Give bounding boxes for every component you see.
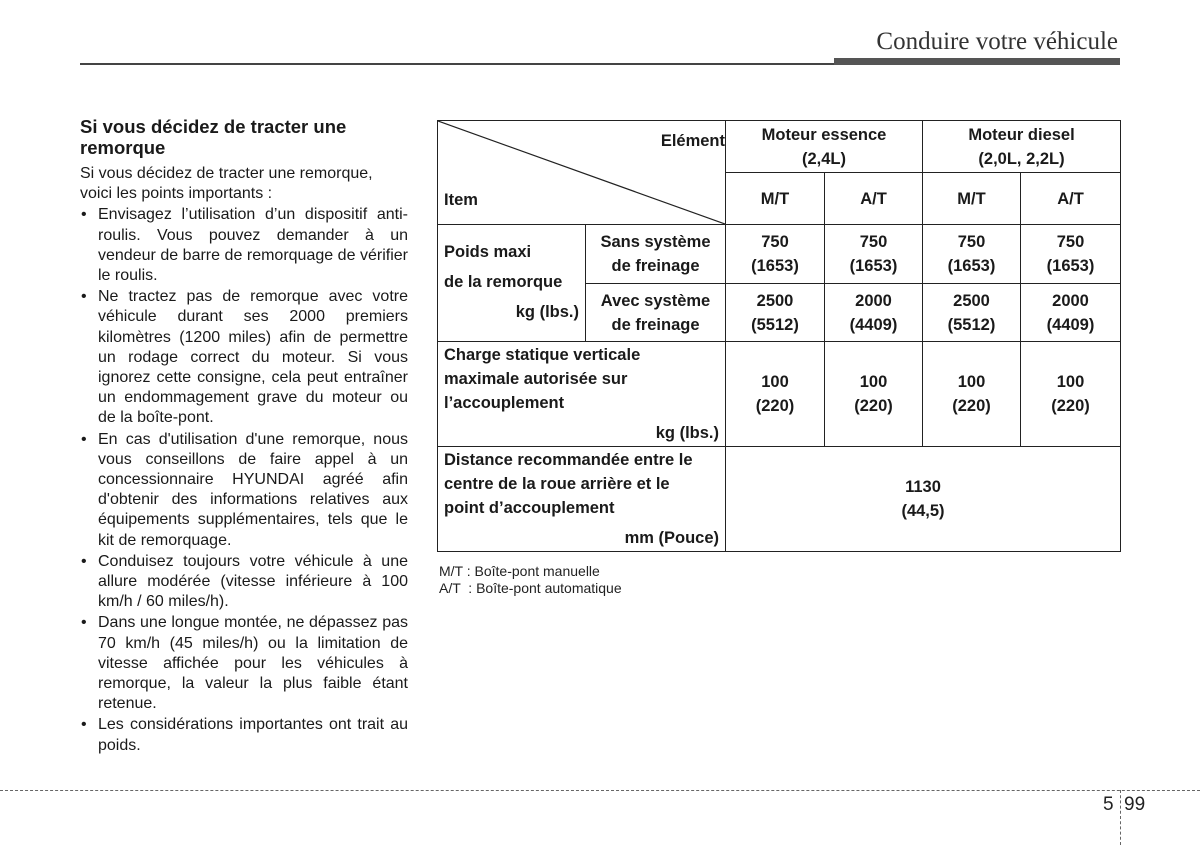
value-cell (1021, 342, 1121, 447)
value-cell (923, 342, 1021, 447)
engine-diesel-header (923, 121, 1121, 173)
max-weight-label-line1: Poids maxi (444, 243, 532, 261)
list-item (80, 287, 408, 428)
table-row (438, 342, 1121, 447)
engine-petrol-size: (2,4L) (801, 149, 846, 168)
bullet-icon: • (81, 716, 87, 734)
list-item (80, 205, 408, 286)
list-item-text: Envisagez l’utilisation d’un dispositif anti-roulis. Vous pouvez demander à un vendeur de barre de remorquage de vérifier le roulis. (98, 206, 408, 285)
table-row (438, 225, 1121, 284)
page-number: 99 (1124, 794, 1146, 815)
value-cell (923, 284, 1021, 342)
value-lbs: (5512) (751, 315, 799, 334)
value-lbs: (4409) (849, 315, 898, 334)
engine-petrol-name: Moteur essence (761, 125, 887, 144)
chapter-number: 5 (1103, 794, 1114, 815)
list-item (80, 715, 408, 755)
towing-spec-table (437, 120, 1121, 552)
header-rule-accent (834, 58, 1120, 65)
bullet-icon: • (81, 552, 87, 570)
legend-mt: M/T : Boîte-pont manuelle (439, 563, 600, 579)
value-kg: 2500 (756, 291, 794, 310)
distance-line1: Distance recommandée entre le (444, 451, 693, 469)
max-weight-label-line2: de la remorque (444, 273, 563, 291)
list-item (80, 552, 408, 613)
value-kg: 750 (957, 233, 986, 251)
value-cell (726, 225, 825, 284)
value-cell (726, 342, 825, 447)
value-kg: 2000 (855, 291, 892, 310)
footer-divider (1120, 790, 1121, 845)
value-kg: 100 (761, 373, 789, 391)
bullet-icon: • (81, 614, 87, 632)
value-kg: 750 (859, 233, 888, 251)
vertical-load-line3: l’accouplement (444, 394, 565, 412)
value-lbs: (1653) (947, 257, 996, 275)
value-lbs: (220) (952, 397, 991, 415)
value-lbs: (1653) (1046, 257, 1095, 275)
value-kg: 2500 (953, 291, 990, 310)
bullet-icon: • (81, 288, 87, 306)
distance-value-mm: 1130 (905, 478, 941, 496)
value-lbs: (220) (1051, 397, 1090, 415)
vertical-load-line2: maximale autorisée sur (444, 370, 628, 388)
max-weight-unit: kg (lbs.) (515, 303, 579, 321)
value-cell (825, 225, 923, 284)
value-kg: 750 (761, 233, 789, 251)
engine-petrol-header (726, 121, 923, 173)
distance-unit: mm (Pouce) (624, 529, 719, 547)
header-rule (80, 63, 840, 65)
list-item-text: Conduisez toujours votre véhicule à une allure modérée (vitesse inférieure à 100 km/h / 60 miles/h). (98, 552, 408, 611)
transmission-header: M/T (923, 173, 1021, 225)
engine-diesel-name: Moteur diesel (968, 125, 1075, 144)
list-item-text: Ne tractez pas de remorque avec votre véhicule durant ses 2000 premiers kilomètres (1200 miles) afin de permettre un rodage correct du moteur. Si vous ignorez cette consigne, cela peut entraîner un endommagement grave du moteur ou de la boîte-pont. (98, 288, 408, 427)
distance-line3: point d’accouplement (444, 499, 615, 517)
value-cell (825, 342, 923, 447)
bullet-icon: • (81, 430, 87, 448)
max-weight-label-cell (438, 225, 586, 342)
without-brakes-label (586, 225, 726, 284)
without-brakes-line2: de freinage (611, 257, 700, 275)
legend-at: A/T : Boîte-pont automatique (439, 580, 622, 596)
vertical-load-unit: kg (lbs.) (655, 424, 719, 442)
without-brakes-line1: Sans système (600, 233, 711, 251)
distance-value-cell (726, 447, 1121, 552)
value-cell (1021, 225, 1121, 284)
value-kg: 100 (957, 373, 986, 391)
value-lbs: (5512) (947, 315, 996, 334)
item-label: Item (444, 191, 478, 209)
with-brakes-label (586, 284, 726, 342)
header-diagonal-cell (438, 121, 726, 225)
list-item (80, 430, 408, 551)
list-item-text: En cas d'utilisation d'une remorque, nous vous conseillons de faire appel à un concessionnaire HYUNDAI agréé afin d'obtenir des informations relatives aux équipements supplémentaires, tels que le kit de remorquage. (98, 430, 408, 549)
value-lbs: (1653) (751, 257, 799, 275)
list-item (80, 613, 408, 714)
with-brakes-line2: de freinage (611, 315, 700, 334)
distance-line2: centre de la roue arrière et le (444, 475, 670, 493)
table-row (438, 447, 1121, 552)
distance-label-cell (438, 447, 726, 552)
value-kg: 100 (859, 373, 888, 391)
engine-diesel-size: (2,0L, 2,2L) (978, 149, 1065, 168)
value-kg: 2000 (1052, 291, 1089, 310)
chapter-header-title: Conduire votre véhicule (876, 28, 1118, 55)
footer-rule (0, 790, 1200, 791)
vertical-load-label-cell (438, 342, 726, 447)
section-title: Si vous décidez de tracter une remorque (80, 116, 347, 158)
value-cell (923, 225, 1021, 284)
list-item-text: Les considérations importantes ont trait au poids. (98, 716, 408, 754)
value-lbs: (1653) (849, 257, 898, 275)
transmission-header: A/T (825, 173, 923, 225)
value-kg: 100 (1056, 373, 1085, 391)
bullet-icon: • (81, 206, 87, 224)
value-cell (1021, 284, 1121, 342)
value-kg: 750 (1056, 233, 1085, 251)
bullet-list (80, 205, 408, 755)
value-lbs: (220) (755, 397, 795, 415)
value-lbs: (220) (854, 397, 893, 415)
section-intro: Si vous décidez de tracter une remorque, voici les points importants : (80, 165, 373, 203)
element-label: Elément (660, 132, 725, 150)
table-legend (439, 563, 622, 597)
value-cell (726, 284, 825, 342)
value-lbs: (4409) (1046, 315, 1095, 334)
vertical-load-line1: Charge statique verticale (444, 346, 641, 364)
list-item-text: Dans une longue montée, ne dépassez pas 70 km/h (45 miles/h) ou la limitation de vitesse affichée pour les véhicules à remorque, la valeur la plus faible étant retenue. (98, 614, 408, 713)
left-column (80, 116, 408, 756)
transmission-header: M/T (726, 173, 825, 225)
distance-value-in: (44,5) (901, 502, 945, 520)
with-brakes-line1: Avec système (600, 291, 711, 310)
value-cell (825, 284, 923, 342)
transmission-header: A/T (1021, 173, 1121, 225)
